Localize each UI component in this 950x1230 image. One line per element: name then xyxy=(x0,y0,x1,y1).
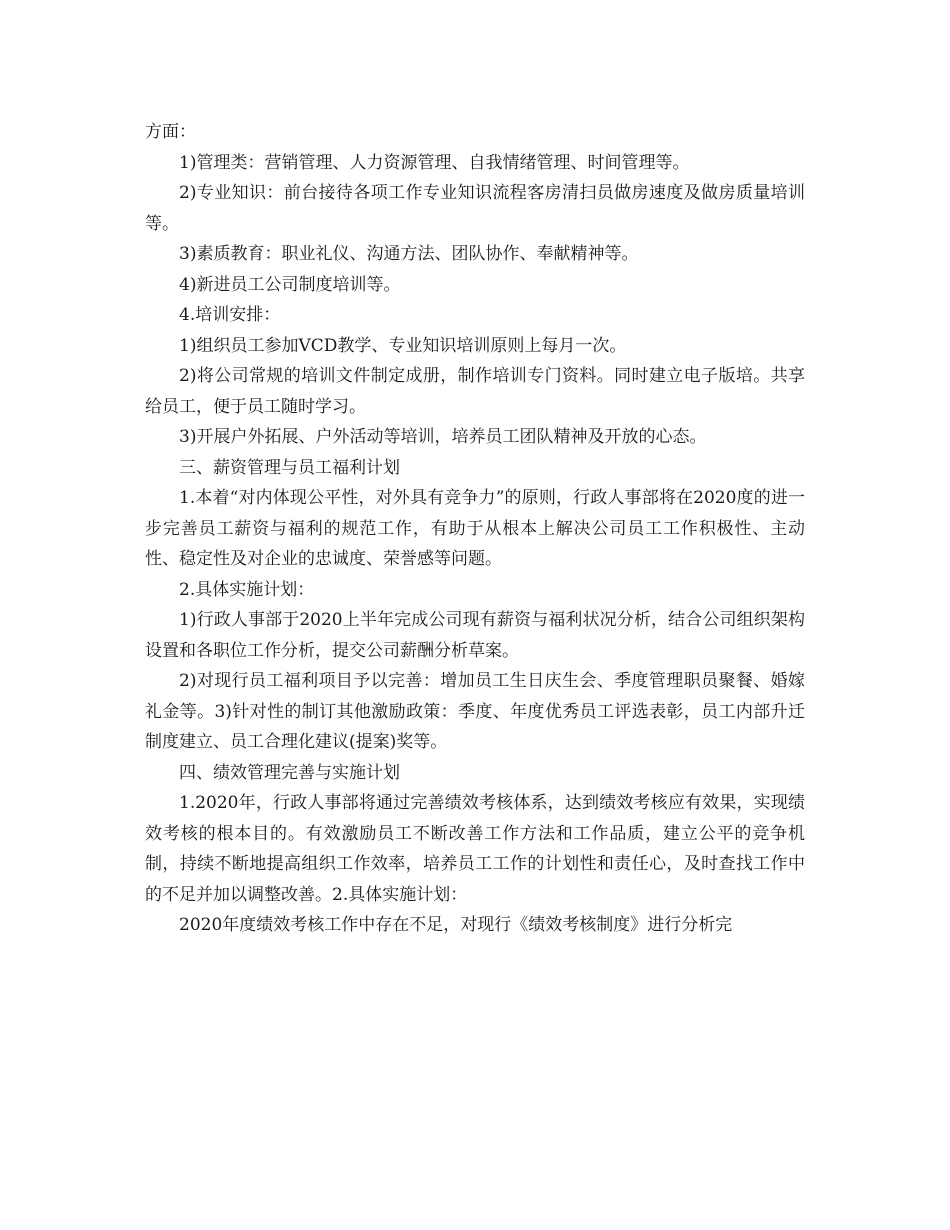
paragraph: 四、绩效管理完善与实施计划 xyxy=(179,762,400,783)
paragraph: 2)对现行员工福利项目予以完善：增加员工生日庆生会、季度管理职员聚餐、婚嫁礼金等。3)针对性的制订其他激励政策：季度、年度优秀员工评选表彰，员工内部升迁制度建立、员工合理化建议(提案)奖等。 xyxy=(145,671,805,752)
paragraph: 2020年度绩效考核工作中存在不足，对现行《绩效考核制度》进行分析完 xyxy=(179,915,733,935)
paragraph: 1)行政人事部于2020上半年完成公司现有薪资与福利状况分析，结合公司组织架构设置和各职位工作分析，提交公司薪酬分析草案。 xyxy=(145,610,805,661)
paragraph: 2.具体实施计划： xyxy=(179,579,315,600)
paragraph: 三、薪资管理与员工福利计划 xyxy=(179,457,400,478)
paragraph: 4.培训安排： xyxy=(179,305,281,325)
document-body xyxy=(145,117,805,941)
paragraph: 1.2020年，行政人事部将通过完善绩效考核体系，达到绩效考核应有效果，实现绩效考核的根本目的。有效激励员工不断改善工作方法和工作品质，建立公平的竞争机制，持续不断地提高组织工作效率，培养员工工作的计划性和责任心，及时查找工作中的不足并加以调整改善。2.具体实施计划： xyxy=(145,793,805,905)
paragraph: 1)组织员工参加VCD教学、专业知识培训原则上每月一次。 xyxy=(179,335,627,356)
paragraph: 3)素质教育：职业礼仪、沟通方法、团队协作、奉献精神等。 xyxy=(179,244,639,264)
paragraph: 3)开展户外拓展、户外活动等培训，培养员工团队精神及开放的心态。 xyxy=(179,427,707,447)
paragraph: 1)管理类：营销管理、人力资源管理、自我情绪管理、时间管理等。 xyxy=(179,152,690,173)
paragraph: 2)将公司常规的培训文件制定成册，制作培训专门资料。同时建立电子版培。共享给员工，便于员工随时学习。 xyxy=(145,366,805,417)
paragraph: 1.本着“对内体现公平性，对外具有竞争力”的原则，行政人事部将在2020度的进一步完善员工薪资与福利的规范工作，有助于从根本上解决公司员工工作积极性、主动性、稳定性及对企业的忠诚度、荣誉感等问题。 xyxy=(145,488,805,569)
paragraph: 方面： xyxy=(145,122,196,142)
paragraph: 4)新进员工公司制度培训等。 xyxy=(179,274,401,295)
paragraph: 2)专业知识：前台接待各项工作专业知识流程客房清扫员做房速度及做房质量培训等。 xyxy=(145,183,805,234)
